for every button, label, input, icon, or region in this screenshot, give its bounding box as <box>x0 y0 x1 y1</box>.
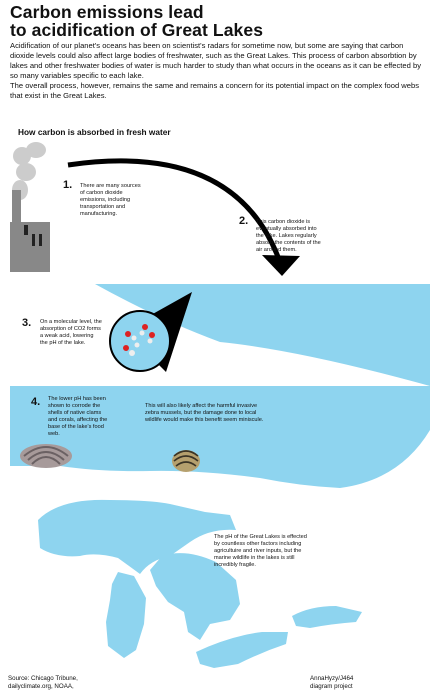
step-1-number: 1. <box>63 179 73 191</box>
factory-icon <box>10 190 50 272</box>
step-3-text: On a molecular level, the absorption of CO2 forms a weak acid, lowering the pH of the lake. <box>40 319 102 346</box>
title-line-2: to acidification of Great Lakes <box>10 20 264 40</box>
lake-ontario-shape <box>292 606 362 628</box>
intro-paragraph-2: The overall process, however, remains the same and remains a concern for its potential impact on the complex food webs that exist in the Great Lakes. <box>10 80 420 100</box>
credit-line-2: diagram project <box>310 683 353 691</box>
lake-michigan-shape <box>106 572 146 658</box>
step-4-number: 4. <box>31 396 41 408</box>
title-line-1: Carbon emissions lead <box>10 2 204 22</box>
step-2-number: 2. <box>239 215 249 227</box>
step-3-number: 3. <box>22 317 32 329</box>
credit-line-1: AnnaHyzy/J464 <box>310 675 354 682</box>
clam-coral-icon <box>20 444 72 468</box>
great-lakes-text: The pH of the Great Lakes is effected by countless other factors including agricultuire and river inputs, but the marine wildlife in the lakes is still incredibly fragile. <box>214 534 307 568</box>
diagram-subheading: How carbon is absorbed in fresh water <box>18 127 171 137</box>
step-2-text: This carbon dioxide is eventually absorbed into the lake. Lakes regularly absorb the contents of the air around them. <box>256 219 321 253</box>
author-credit <box>310 675 353 691</box>
source-line-2: dailyclimate.org, NOAA, <box>8 683 74 691</box>
zebra-mussel-icon <box>172 450 200 472</box>
intro-paragraph-1: Acidification of our planet's oceans has been on scientist's radars for sometime now, but some are saying that carbon dioxide levels could also affect large bodies of freshwater, such as the Great Lakes. This process of carbon absorbtion by lakes and other freshwater bodies of water is much harder to study than what occurs in the oceans as it can be effected by so many variables specific to each lake. <box>10 41 421 80</box>
zebra-mussel-text: This will also likely affect the harmful invasive zebra mussels, but the damage done to local wildlife would make this benefit seem miniscule. <box>145 403 264 423</box>
source-credit <box>8 675 78 691</box>
step-4-text: The lower pH has been shown to corrode the shells of native clams and corals, affecting the base of the lake's food web. <box>48 396 108 437</box>
great-lakes-map <box>38 500 362 668</box>
step-1-text: There are many sources of carbon dioxide emissions, including transportation and manufacturing. <box>80 183 141 217</box>
lake-erie-shape <box>196 632 288 668</box>
source-line-1: Source: Chicago Tribune, <box>8 675 78 682</box>
